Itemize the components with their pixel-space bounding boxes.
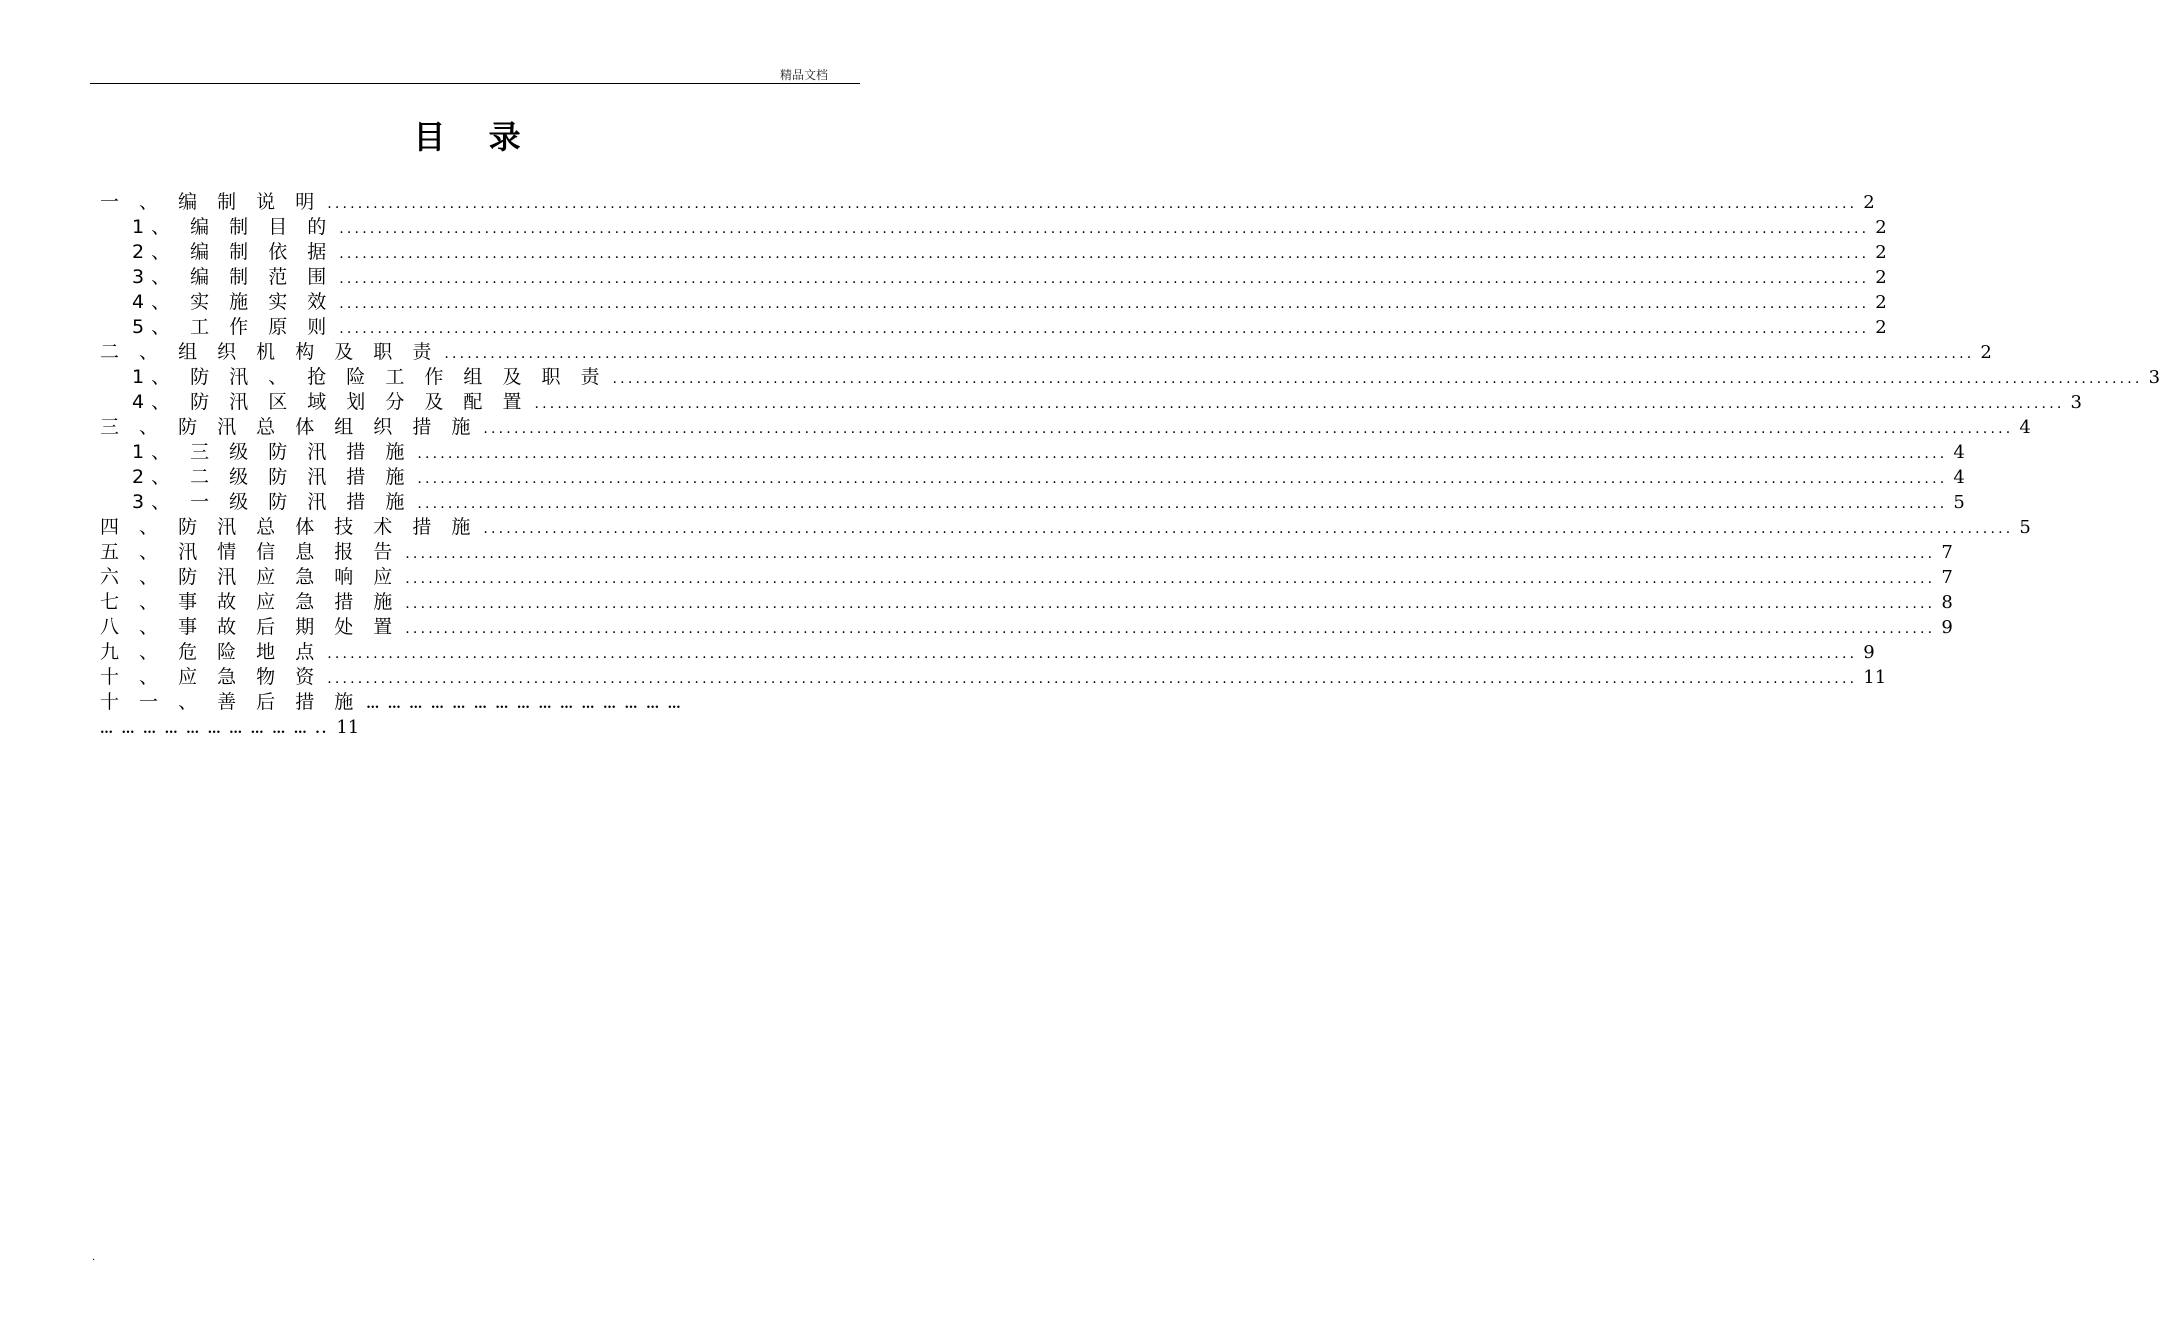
toc-entry-page: 7 — [1941, 567, 1953, 588]
toc-entry[interactable] — [100, 465, 1965, 490]
toc-entry-label: 2、 二 级 防 汛 措 施 — [132, 466, 412, 488]
toc-entry-label: 1、 防 汛 、 抢 险 工 作 组 及 职 责 — [132, 366, 607, 388]
toc-entry[interactable] — [100, 515, 2031, 540]
toc-dot-leader: ........................................................................................................................................................................................................ — [405, 571, 1936, 587]
toc-entry-page: 8 — [1941, 592, 1953, 613]
toc-dot-leader: … … … … … … … … … … .. — [100, 722, 329, 737]
toc-entry-page: 2 — [1863, 192, 1875, 213]
table-of-contents — [100, 190, 2160, 740]
toc-entry[interactable] — [100, 190, 1875, 215]
toc-dot-leader: ........................................................................................................................................................................................................ — [483, 521, 2014, 537]
toc-entry-label: 2、 编 制 依 据 — [132, 241, 334, 263]
toc-entry-page: 9 — [1941, 617, 1953, 638]
toc-entry[interactable] — [100, 590, 1953, 615]
toc-entry-label: 3、 编 制 范 围 — [132, 266, 334, 288]
toc-entry[interactable] — [100, 365, 2160, 390]
toc-entry[interactable] — [100, 440, 1965, 465]
toc-dot-leader: ........................................................................................................................................................................................................ — [417, 496, 1948, 512]
toc-entry[interactable] — [100, 615, 1953, 640]
toc-entry-page: 2 — [1875, 242, 1887, 263]
footer-mark: . — [92, 1252, 96, 1263]
toc-entry-label: 七 、 事 故 应 急 措 施 — [100, 591, 400, 613]
toc-entry-page: 2 — [1875, 317, 1887, 338]
toc-entry-page: 5 — [1953, 492, 1965, 513]
toc-dot-leader: ........................................................................................................................................................................................................ — [483, 421, 2014, 437]
toc-entry-label: 九 、 危 险 地 点 — [100, 641, 322, 663]
toc-entry-page: 2 — [1875, 217, 1887, 238]
toc-entry[interactable] — [100, 240, 1887, 265]
toc-entry-label: 三 、 防 汛 总 体 组 织 措 施 — [100, 416, 478, 438]
toc-entry-page: 4 — [1953, 467, 1965, 488]
toc-entry-page: 9 — [1863, 642, 1875, 663]
toc-entry-page: 4 — [2019, 417, 2031, 438]
toc-dot-leader: ........................................................................................................................................................................................................ — [405, 596, 1936, 612]
toc-dot-leader: ........................................................................................................................................................................................................ — [339, 246, 1870, 262]
toc-dot-leader: ........................................................................................................................................................................................................ — [612, 371, 2143, 387]
toc-entry-continuation — [100, 715, 850, 740]
toc-entry[interactable] — [100, 315, 1887, 340]
toc-dot-leader: ........................................................................................................................................................................................................ — [405, 621, 1936, 637]
toc-dot-leader: ........................................................................................................................................................................................................ — [339, 321, 1870, 337]
toc-dot-leader: ........................................................................................................................................................................................................ — [339, 221, 1870, 237]
toc-entry-label: 二 、 组 织 机 构 及 职 责 — [100, 341, 439, 363]
toc-entry[interactable] — [100, 490, 1965, 515]
toc-dot-leader: … … … … … … … … … … … … … … … — [366, 697, 683, 712]
toc-entry[interactable] — [100, 540, 1953, 565]
toc-dot-leader: ........................................................................................................................................................................................................ — [405, 546, 1936, 562]
toc-entry-label: 四 、 防 汛 总 体 技 术 措 施 — [100, 516, 478, 538]
toc-dot-leader: ........................................................................................................................................................................................................ — [327, 671, 1858, 687]
header-text: 精品文档 — [780, 68, 829, 82]
toc-dot-leader: ........................................................................................................................................................................................................ — [327, 196, 1858, 212]
toc-dot-leader: ........................................................................................................................................................................................................ — [339, 271, 1870, 287]
toc-entry-page: 11 — [1863, 667, 1887, 688]
toc-entry[interactable] — [100, 415, 2031, 440]
toc-dot-leader: ........................................................................................................................................................................................................ — [339, 296, 1870, 312]
toc-entry[interactable] — [100, 340, 1992, 365]
toc-entry[interactable] — [100, 665, 1887, 690]
toc-entry-label: 1、 三 级 防 汛 措 施 — [132, 441, 412, 463]
toc-dot-leader: ........................................................................................................................................................................................................ — [534, 396, 2065, 412]
toc-dot-leader: ........................................................................................................................................................................................................ — [327, 646, 1858, 662]
toc-entry[interactable] — [100, 215, 1887, 240]
toc-entry-page: 2 — [1875, 267, 1887, 288]
toc-entry-page: 5 — [2019, 517, 2031, 538]
toc-entry-page: 2 — [1875, 292, 1887, 313]
toc-entry-label: 5、 工 作 原 则 — [132, 316, 334, 338]
toc-entry-label: 五 、 汛 情 信 息 报 告 — [100, 541, 400, 563]
toc-entry-page: 11 — [336, 717, 360, 738]
toc-entry-page: 3 — [2070, 392, 2082, 413]
toc-entry[interactable] — [100, 390, 2082, 415]
page-title: 目 录 — [413, 118, 537, 156]
toc-entry-label: 十 一 、 善 后 措 施 — [100, 691, 361, 713]
toc-dot-leader: ........................................................................................................................................................................................................ — [417, 446, 1948, 462]
toc-entry-page: 3 — [2148, 367, 2160, 388]
toc-entry-label: 一 、 编 制 说 明 — [100, 191, 322, 213]
toc-entry-page: 2 — [1980, 342, 1992, 363]
toc-entry[interactable] — [100, 565, 1953, 590]
toc-entry-label: 十 、 应 急 物 资 — [100, 666, 322, 688]
header-rule — [90, 83, 860, 84]
toc-entry-page: 4 — [1953, 442, 1965, 463]
toc-entry-label: 4、 实 施 实 效 — [132, 291, 334, 313]
toc-entry-label: 1、 编 制 目 的 — [132, 216, 334, 238]
toc-entry[interactable] — [100, 290, 1887, 315]
toc-entry-label: 六 、 防 汛 应 急 响 应 — [100, 566, 400, 588]
toc-entry-label: 3、 一 级 防 汛 措 施 — [132, 491, 412, 513]
toc-entry-page: 7 — [1941, 542, 1953, 563]
toc-dot-leader: ........................................................................................................................................................................................................ — [417, 471, 1948, 487]
toc-entry[interactable] — [100, 690, 850, 715]
toc-entry-label: 4、 防 汛 区 域 划 分 及 配 置 — [132, 391, 529, 413]
toc-dot-leader: ........................................................................................................................................................................................................ — [444, 346, 1975, 362]
toc-entry-label: 八 、 事 故 后 期 处 置 — [100, 616, 400, 638]
toc-entry[interactable] — [100, 640, 1875, 665]
toc-entry[interactable] — [100, 265, 1887, 290]
